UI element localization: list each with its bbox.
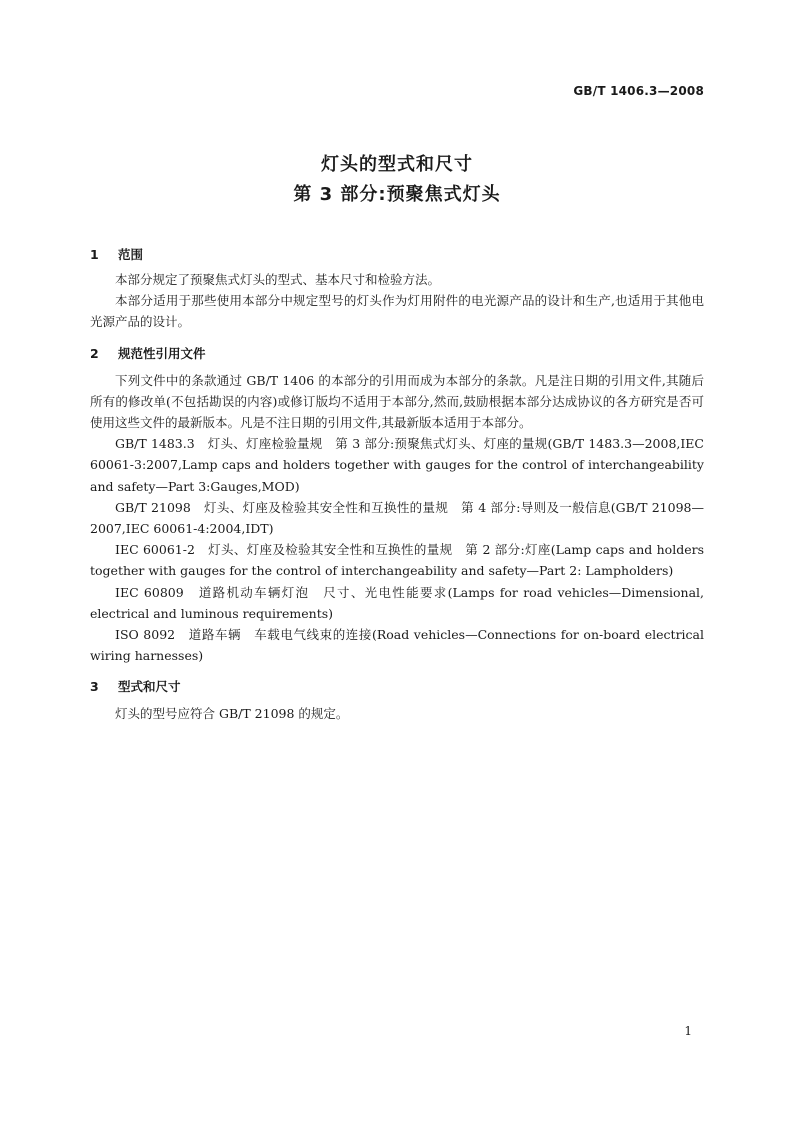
section-heading (90, 676, 704, 697)
section-title: 规范性引用文件 (118, 345, 206, 361)
section-scope (90, 244, 704, 333)
paragraph: 本部分规定了预聚焦式灯头的型式、基本尺寸和检验方法。 (115, 272, 441, 287)
section-number: 3 (90, 679, 99, 695)
document-title (0, 150, 794, 210)
section-number: 1 (90, 247, 99, 262)
standard-code: GB/T 1406.3—2008 (573, 84, 704, 98)
document-body (90, 244, 704, 735)
reference-item: GB/T 21098 灯头、灯座及检验其安全性和互换性的量规 第 4 部分:导则及一般信息(GB/T 21098—2007,IEC 60061-4:2004,IDT) (90, 499, 704, 537)
section-normative-references (90, 343, 704, 667)
reference-item: IEC 60061-2 灯头、灯座及检验其安全性和互换性的量规 第 2 部分:灯座(Lamp caps and holders together with gauges for the control of interchangeability and safety—Part 2: Lampholders) (90, 542, 704, 579)
paragraph: 本部分适用于那些使用本部分中规定型号的灯头作为灯用附件的电光源产品的设计和生产,也适用于其他电光源产品的设计。 (90, 293, 704, 330)
page-number: 1 (684, 1024, 692, 1038)
reference-item: GB/T 1483.3 灯头、灯座检验量规 第 3 部分:预聚焦式灯头、灯座的量规(GB/T 1483.3—2008,IEC 60061-3:2007,Lamp caps and holders together with gauges for the control of interchangeability and safety—Part 3:Gauges,MOD) (90, 436, 704, 494)
reference-item: IEC 60809 道路机动车辆灯泡 尺寸、光电性能要求(Lamps for road vehicles—Dimensional, electrical and luminous requirements) (90, 584, 704, 621)
section-types-and-dimensions (90, 676, 704, 724)
title-main: 灯头的型式和尺寸 (321, 154, 473, 175)
reference-item: ISO 8092 道路车辆 车载电气线束的连接(Road vehicles—Connections for on-board electrical wiring harnesses) (90, 627, 704, 664)
title-part: 第 3 部分:预聚焦式灯头 (293, 184, 501, 205)
section-number: 2 (90, 345, 99, 361)
section-heading (90, 343, 704, 364)
section-title: 型式和尺寸 (118, 679, 181, 695)
paragraph: 灯头的型号应符合 GB/T 21098 的规定。 (115, 706, 349, 722)
section-heading (90, 244, 704, 265)
paragraph: 下列文件中的条款通过 GB/T 1406 的本部分的引用而成为本部分的条款。凡是注日期的引用文件,其随后所有的修改单(不包括勘误的内容)或修订版均不适用于本部分,然而,鼓励根据本部分达成协议的各方研究是否可使用这些文件的最新版本。凡是不注日期的引用文件,其最新版本适用于本部分。 (90, 372, 704, 431)
section-title: 范围 (118, 247, 144, 262)
